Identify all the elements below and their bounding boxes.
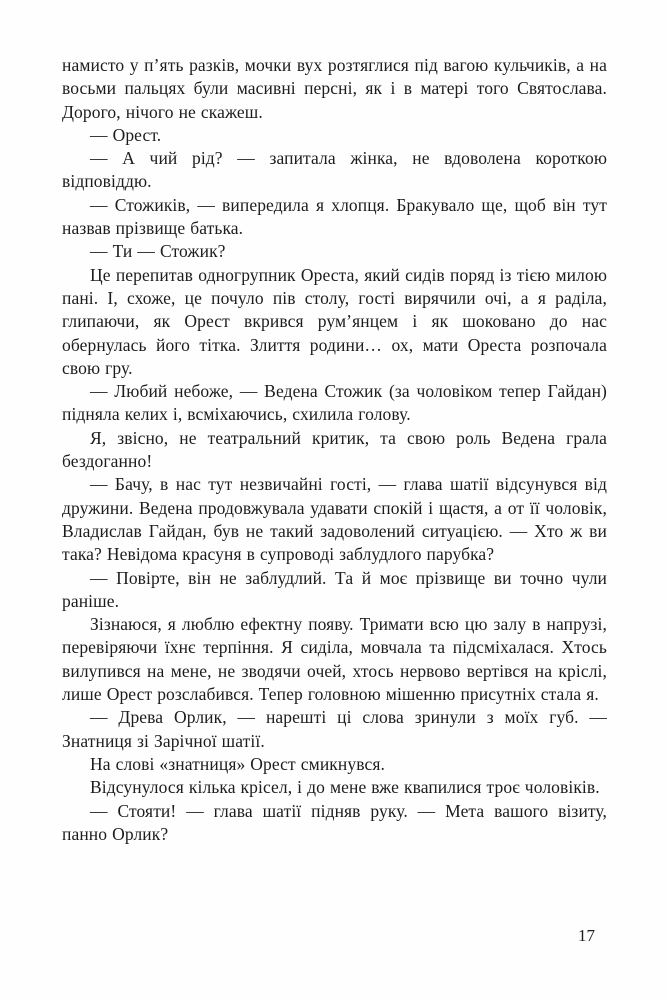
paragraph: — А чий рід? — запитала жінка, не вдоволена короткою відповіддю.: [62, 148, 607, 192]
paragraph: — Бачу, в нас тут незвичайні гості, — глава шатії відсунувся від дружини. Ведена продовжувала удавати спокій і щастя, а от її чоловік, Владислав Гайдан, був не такий задоволений ситуацією. — Хто ж ви така? Невідома красуня в супроводі заблудлого парубка?: [62, 474, 607, 565]
paragraph: На слові «знатниця» Орест смикнувся.: [90, 753, 385, 774]
page-number: 17: [578, 926, 595, 945]
paragraph: — Древа Орлик, — нарешті ці слова зринули з моїх губ. — Знатниця зі Зарічної шатії.: [62, 707, 607, 751]
paragraph: Це перепитав одногрупник Ореста, який сидів поряд із тією милою пані. І, схоже, це почуло пів столу, гості вирячили очі, а я раділа, глипаючи, як Орест вкрився рум’янцем і як шоковано до нас обернулась його тітка. Злиття родини… ох, мати Ореста розпочала свою гру.: [62, 264, 607, 378]
paragraph: — Стожиків, — випередила я хлопця. Бракувало ще, щоб він тут назвав прізвище батька.: [62, 194, 607, 239]
paragraph: Зізнаюся, я люблю ефектну появу. Тримати всю цю залу в напрузі, перевіряючи їхнє терпіння. Я сиділа, мовчала та підсміхалася. Хтось вилупився на мене, не зводячи очей, хтось нервово вертівся на кріслі, лише Орест розслабився. Тепер головною мішенню присутніх стала я.: [62, 614, 607, 705]
paragraph: — Ти — Стожик?: [90, 241, 226, 262]
paragraph: — Повірте, він не заблудлий. Та й моє прізвище ви точно чули раніше.: [62, 567, 607, 611]
paragraph: — Орест.: [90, 124, 162, 145]
paragraph: намисто у п’ять разків, мочки вух розтяглися під вагою кульчиків, а на восьми пальцях були масивні персні, як і в матері того Святослава. Дорого, нічого не скажеш.: [62, 55, 607, 122]
paragraph: Я, звісно, не театральний критик, та свою роль Ведена грала бездоганно!: [62, 427, 607, 472]
paragraph: Відсунулося кілька крісел, і до мене вже квапилися троє чоловіків.: [90, 777, 600, 798]
paragraph: — Любий небоже, — Ведена Стожик (за чоловіком тепер Гайдан) підняла келих і, всміхаючись, схилила голову.: [62, 381, 607, 425]
paragraph: — Стояти! — глава шатії підняв руку. — Мета вашого візиту, панно Орлик?: [62, 800, 607, 844]
page-text: [62, 54, 607, 846]
